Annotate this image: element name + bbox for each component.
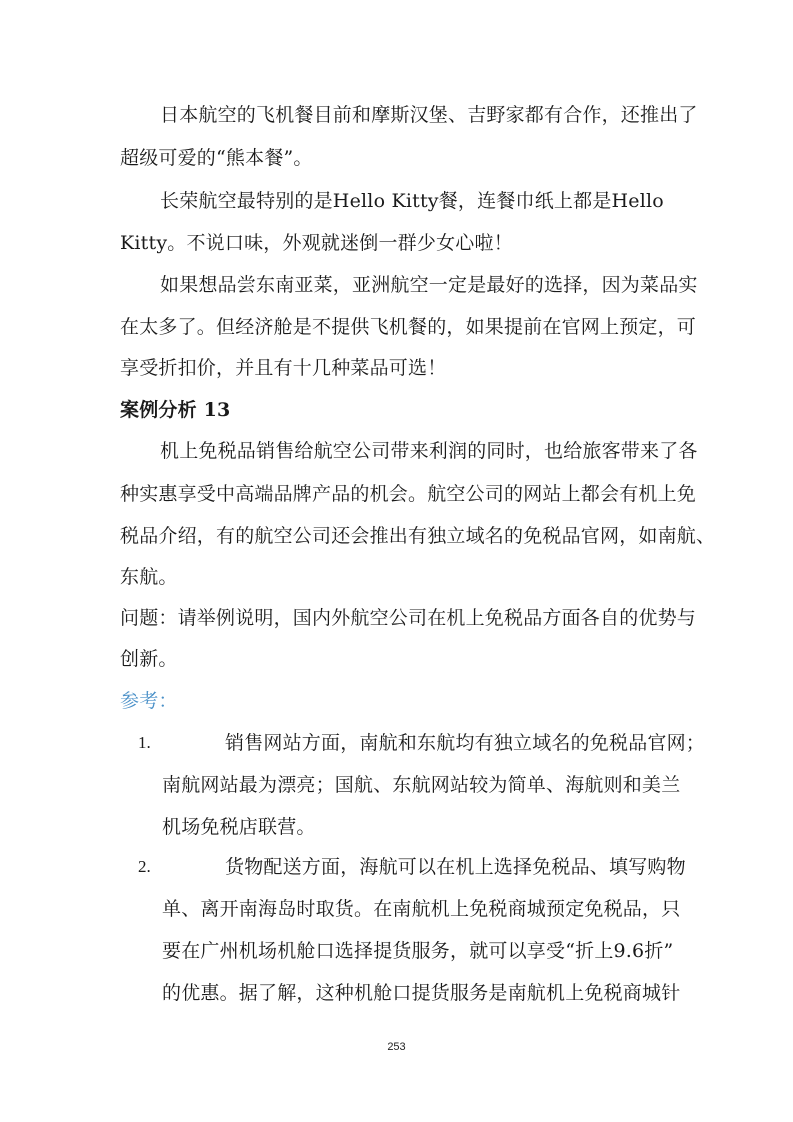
case-heading: 案例分析 13 <box>120 399 231 421</box>
question-line-2: 创新。 <box>120 648 178 670</box>
case-intro-line-2: 种实惠享受中高端品牌产品的机会。航空公司的网站上都会有机上免 <box>120 483 697 505</box>
answer-2-line-2: 单、离开南海岛时取货。在南航机上免税商城预定免税品，只 <box>162 898 681 920</box>
reference-label: 参考： <box>120 690 178 712</box>
airasia-paragraph-line-3: 享受折扣价，并且有十几种菜品可选！ <box>120 357 447 379</box>
answer-2-line-1: 货物配送方面，海航可以在机上选择免税品、填写购物 <box>225 856 686 878</box>
page-number: 253 <box>387 1041 406 1053</box>
answer-number: 1. <box>138 733 151 752</box>
case-intro-line-4: 东航。 <box>120 566 178 588</box>
question-line-1: 问题：请举例说明，国内外航空公司在机上免税品方面各自的优势与 <box>120 607 697 629</box>
case-intro-line-3: 税品介绍，有的航空公司还会推出有独立域名的免税品官网，如南航、 <box>120 525 716 547</box>
answer-2-line-4: 的优惠。据了解，这种机舱口提货服务是南航机上免税商城针 <box>162 982 681 1004</box>
eva-paragraph-line-2: Kitty。不说口味，外观就迷倒一群少女心啦！ <box>120 232 513 254</box>
jal-paragraph-line-2: 超级可爱的“熊本餐”。 <box>120 147 313 169</box>
answer-1-line-2: 南航网站最为漂亮；国航、东航网站较为简单、海航则和美兰 <box>162 774 681 796</box>
airasia-paragraph-line-1: 如果想品尝东南亚菜，亚洲航空一定是最好的选择，因为菜品实 <box>160 274 698 296</box>
answer-1-line-1: 销售网站方面，南航和东航均有独立域名的免税品官网； <box>225 732 706 754</box>
answer-2-line-3: 要在广州机场机舱口选择提货服务，就可以享受“折上9.6折” <box>162 940 674 962</box>
eva-paragraph-line-1: 长荣航空最特别的是Hello Kitty餐，连餐巾纸上都是Hello <box>160 190 664 212</box>
jal-paragraph-line-1: 日本航空的飞机餐目前和摩斯汉堡、吉野家都有合作，还推出了 <box>160 104 698 126</box>
answer-1-line-3: 机场免税店联营。 <box>162 816 316 838</box>
case-intro-line-1: 机上免税品销售给航空公司带来利润的同时，也给旅客带来了各 <box>160 440 698 462</box>
answer-number: 2. <box>138 857 151 876</box>
airasia-paragraph-line-2: 在太多了。但经济舱是不提供飞机餐的，如果提前在官网上预定，可 <box>120 316 697 338</box>
